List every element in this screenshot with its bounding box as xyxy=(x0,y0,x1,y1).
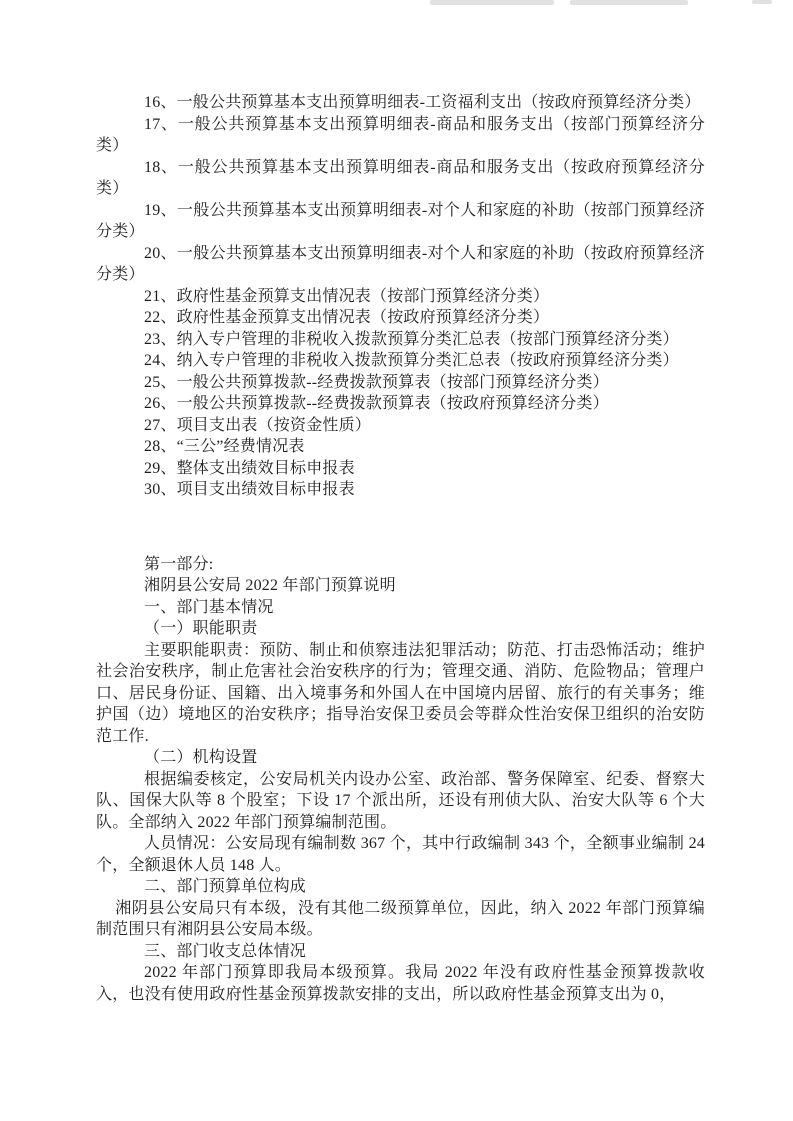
scan-artifact xyxy=(570,0,688,5)
scan-artifact xyxy=(430,0,554,5)
toc-item: 27、项目支出表（按资金性质） xyxy=(144,416,372,434)
section-heading: 二、部门预算单位构成 xyxy=(144,878,307,895)
body-paragraph: 人员情况：公安局现有编制数 367 个，其中行政编制 343 个，全额事业编制 24 个，全额退休人员 148 人。 xyxy=(96,835,705,874)
body-paragraph: 2022 年部门预算即我局本级预算。我局 2022 年没有政府性基金预算拨款收入，也没有使用政府性基金预算拨款安排的支出，所以政府性基金预算支出为 0， xyxy=(96,964,705,1003)
scan-artifact xyxy=(752,0,772,4)
toc-item: 30、项目支出绩效目标申报表 xyxy=(144,481,355,498)
body-paragraph: 湘阴县公安局只有本级，没有其他二级预算单位，因此，纳入 2022 年部门预算编制范围只有湘阴县公安局本级。 xyxy=(96,899,705,938)
body-paragraph: 根据编委核定，公安局机关内设办公室、政治部、警务保障室、纪委、督察大队、国保大队等 8 个股室；下设 17 个派出所，还设有刑侦大队、治安大队等 6 个大队。全部纳入 2022 年部门预算编制范围。 xyxy=(96,770,705,831)
section-spacer xyxy=(96,501,705,554)
toc-item: 25、一般公共预算拨款--经费拨款预算表（按部门预算经济分类） xyxy=(144,373,609,391)
subsection-heading: （一）职能职责 xyxy=(144,620,258,637)
section-heading: 三、部门收支总体情况 xyxy=(144,942,307,960)
toc-item: 18、一般公共预算基本支出预算明细表-商品和服务支出（按政府预算经济分类） xyxy=(96,158,705,197)
toc-item: 24、纳入专户管理的非税收入拨款预算分类汇总表（按政府预算经济分类） xyxy=(144,352,679,369)
doc-title: 湘阴县公安局 2022 年部门预算说明 xyxy=(144,577,396,594)
toc-item: 19、一般公共预算基本支出预算明细表-对个人和家庭的补助（按部门预算经济分类） xyxy=(96,201,705,240)
toc-item: 29、整体支出绩效目标申报表 xyxy=(144,459,355,477)
toc-item: 16、一般公共预算基本支出预算明细表-工资福利支出（按政府预算经济分类） xyxy=(144,94,701,111)
toc-item: 21、政府性基金预算支出情况表（按部门预算经济分类） xyxy=(144,287,550,305)
body-paragraph: 主要职能职责：预防、制止和侦察违法犯罪活动；防范、打击恐怖活动；维护社会治安秩序，制止危害社会治安秩序的行为；管理交通、消防、危险物品；管理户口、居民身份证、国籍、出入境事务和外国人在中国境内居留、旅行的有关事务；维护国（边）境地区的治安秩序；指导治安保卫委员会等群众性治安保卫组织的治安防范工作. xyxy=(96,641,705,745)
toc-item: 17、一般公共预算基本支出预算明细表-商品和服务支出（按部门预算经济分类） xyxy=(96,115,705,154)
toc-item: 23、纳入专户管理的非税收入拨款预算分类汇总表（按部门预算经济分类） xyxy=(144,330,679,348)
toc-item: 20、一般公共预算基本支出预算明细表-对个人和家庭的补助（按政府预算经济分类） xyxy=(96,244,705,283)
part-heading: 第一部分: xyxy=(144,555,214,573)
toc-item: 28、“三公”经费情况表 xyxy=(144,438,305,455)
toc-item: 22、政府性基金预算支出情况表（按政府预算经济分类） xyxy=(144,309,550,326)
toc-item: 26、一般公共预算拨款--经费拨款预算表（按政府预算经济分类） xyxy=(144,395,609,412)
subsection-heading: （二）机构设置 xyxy=(144,749,258,766)
section-heading: 一、部门基本情况 xyxy=(144,598,274,616)
